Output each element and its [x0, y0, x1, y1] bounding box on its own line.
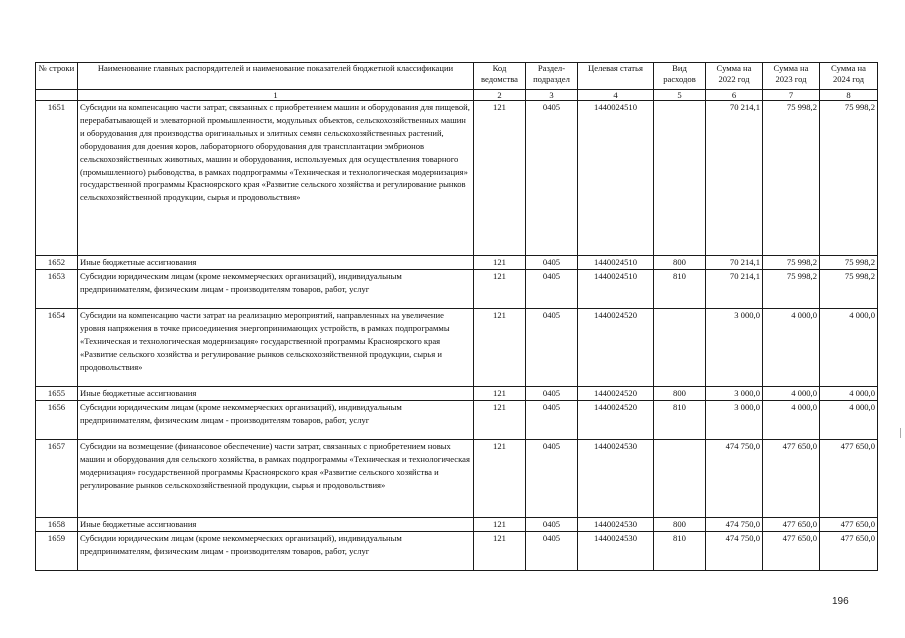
table-row	[36, 401, 878, 440]
row-name-cell: Субсидии на возмещение (финансовое обеспечение) части затрат, связанных с приобретением новых машин и оборудования для сельского хозяйства, в рамках подпрограммы «Техническая и технологическая модернизация» государственной программы Красноярского края «Развитие сельского хозяйства и регулирование рынков сельскохозяйственной продукции, сырья и продовольствия»	[78, 440, 474, 518]
expense-type-cell	[654, 440, 706, 518]
header-cell-expense-type: Вид расходов	[654, 63, 706, 90]
row-number-cell: 1659	[36, 532, 78, 571]
table-row	[36, 256, 878, 270]
target-article-cell: 1440024520	[578, 309, 654, 387]
column-number-cell: 4	[578, 90, 654, 101]
table-row	[36, 309, 878, 387]
header-cell-row-number: № строки	[36, 63, 78, 90]
sum-2023-cell: 4 000,0	[763, 401, 820, 440]
section-cell: 0405	[526, 309, 578, 387]
section-cell: 0405	[526, 532, 578, 571]
sum-2023-cell: 477 650,0	[763, 532, 820, 571]
sum-2022-cell: 474 750,0	[706, 518, 763, 532]
header-cell-sum-2023: Сумма на 2023 год	[763, 63, 820, 90]
target-article-cell: 1440024530	[578, 532, 654, 571]
header-cell-target-article: Целевая статья	[578, 63, 654, 90]
section-cell: 0405	[526, 401, 578, 440]
sum-2022-cell: 474 750,0	[706, 440, 763, 518]
department-code-cell: 121	[474, 532, 526, 571]
header-cell-sum-2022: Сумма на 2022 год	[706, 63, 763, 90]
column-number-cell: 5	[654, 90, 706, 101]
row-name-cell: Субсидии юридическим лицам (кроме некоммерческих организаций), индивидуальным предпринимателям, физическим лицам - производителям товаров, работ, услуг	[78, 401, 474, 440]
column-number-cell	[36, 90, 78, 101]
row-number-cell: 1658	[36, 518, 78, 532]
sum-2022-cell: 70 214,1	[706, 256, 763, 270]
row-name-cell: Иные бюджетные ассигнования	[78, 518, 474, 532]
row-name-cell: Субсидии на компенсацию части затрат, связанных с приобретением машин и оборудования для пищевой, перерабатывающей и элеваторной промышленности, модульных объектов, сельскохозяйственных машин и оборудования для производства оригинальных и элитных семян сельскохозяйственных растений, оборудования для доения коров, лабораторного оборудования для трансплантации эмбрионов сельскохозяйственных животных, машин и оборудования, используемых для осуществления товарного (промышленного) рыбоводства, в рамках подпрограммы «Техническая и технологическая модернизация» государственной программы Красноярского края «Развитие сельского хозяйства и регулирование рынков сельскохозяйственной продукции, сырья и продовольствия»	[78, 101, 474, 256]
row-number-cell: 1656	[36, 401, 78, 440]
expense-type-cell: 810	[654, 532, 706, 571]
page-number: 196	[832, 596, 849, 607]
edge-mark	[900, 428, 901, 438]
sum-2022-cell: 3 000,0	[706, 387, 763, 401]
sum-2023-cell: 75 998,2	[763, 101, 820, 256]
expense-type-cell	[654, 309, 706, 387]
header-cell-name: Наименование главных распорядителей и наименование показателей бюджетной классификации	[78, 63, 474, 90]
sum-2022-cell: 70 214,1	[706, 270, 763, 309]
department-code-cell: 121	[474, 440, 526, 518]
expense-type-cell	[654, 101, 706, 256]
row-name-cell: Субсидии юридическим лицам (кроме некоммерческих организаций), индивидуальным предпринимателям, физическим лицам - производителям товаров, работ, услуг	[78, 270, 474, 309]
table-body	[36, 101, 878, 571]
header-cell-section: Раздел-подраздел	[526, 63, 578, 90]
sum-2022-cell: 70 214,1	[706, 101, 763, 256]
row-name-cell: Иные бюджетные ассигнования	[78, 256, 474, 270]
table-row	[36, 387, 878, 401]
column-number-cell: 2	[474, 90, 526, 101]
target-article-cell: 1440024530	[578, 440, 654, 518]
row-name-cell: Иные бюджетные ассигнования	[78, 387, 474, 401]
target-article-cell: 1440024510	[578, 256, 654, 270]
row-number-cell: 1655	[36, 387, 78, 401]
column-number-cell: 7	[763, 90, 820, 101]
section-cell: 0405	[526, 387, 578, 401]
sum-2023-cell: 477 650,0	[763, 440, 820, 518]
column-number-row	[36, 90, 878, 101]
target-article-cell: 1440024530	[578, 518, 654, 532]
table-row	[36, 101, 878, 256]
department-code-cell: 121	[474, 256, 526, 270]
department-code-cell: 121	[474, 387, 526, 401]
table-row	[36, 440, 878, 518]
sum-2023-cell: 4 000,0	[763, 387, 820, 401]
sum-2022-cell: 3 000,0	[706, 401, 763, 440]
sum-2024-cell: 75 998,2	[820, 101, 878, 256]
row-number-cell: 1652	[36, 256, 78, 270]
expense-type-cell: 810	[654, 401, 706, 440]
sum-2024-cell: 4 000,0	[820, 401, 878, 440]
sum-2023-cell: 75 998,2	[763, 270, 820, 309]
column-number-cell: 1	[78, 90, 474, 101]
target-article-cell: 1440024520	[578, 401, 654, 440]
table-row	[36, 518, 878, 532]
section-cell: 0405	[526, 256, 578, 270]
row-number-cell: 1654	[36, 309, 78, 387]
header-cell-sum-2024: Сумма на 2024 год	[820, 63, 878, 90]
sum-2024-cell: 75 998,2	[820, 256, 878, 270]
sum-2024-cell: 4 000,0	[820, 387, 878, 401]
row-name-cell: Субсидии на компенсацию части затрат на реализацию мероприятий, направленных на увеличение уровня напряжения в точке присоединения энергопринимающих устройств, в рамках подпрограммы «Техническая и технологическая модернизация» государственной программы Красноярского края «Развитие сельского хозяйства и регулирование рынков сельскохозяйственной продукции, сырья и продовольствия»	[78, 309, 474, 387]
department-code-cell: 121	[474, 101, 526, 256]
sum-2024-cell: 477 650,0	[820, 440, 878, 518]
department-code-cell: 121	[474, 401, 526, 440]
sum-2023-cell: 75 998,2	[763, 256, 820, 270]
row-number-cell: 1653	[36, 270, 78, 309]
sum-2022-cell: 474 750,0	[706, 532, 763, 571]
section-cell: 0405	[526, 101, 578, 256]
expense-type-cell: 800	[654, 387, 706, 401]
section-cell: 0405	[526, 518, 578, 532]
section-cell: 0405	[526, 440, 578, 518]
expense-type-cell: 810	[654, 270, 706, 309]
row-number-cell: 1657	[36, 440, 78, 518]
sum-2023-cell: 477 650,0	[763, 518, 820, 532]
sum-2024-cell: 75 998,2	[820, 270, 878, 309]
row-name-cell: Субсидии юридическим лицам (кроме некоммерческих организаций), индивидуальным предпринимателям, физическим лицам - производителям товаров, работ, услуг	[78, 532, 474, 571]
target-article-cell: 1440024520	[578, 387, 654, 401]
expense-type-cell: 800	[654, 518, 706, 532]
sum-2023-cell: 4 000,0	[763, 309, 820, 387]
budget-table	[35, 62, 878, 571]
target-article-cell: 1440024510	[578, 270, 654, 309]
table-row	[36, 532, 878, 571]
expense-type-cell: 800	[654, 256, 706, 270]
department-code-cell: 121	[474, 518, 526, 532]
target-article-cell: 1440024510	[578, 101, 654, 256]
row-number-cell: 1651	[36, 101, 78, 256]
header-cell-department-code: Код ведомства	[474, 63, 526, 90]
budget-table-container	[35, 62, 878, 571]
column-number-cell: 6	[706, 90, 763, 101]
table-row	[36, 270, 878, 309]
department-code-cell: 121	[474, 309, 526, 387]
table-header	[36, 63, 878, 101]
sum-2024-cell: 4 000,0	[820, 309, 878, 387]
column-number-cell: 3	[526, 90, 578, 101]
header-row	[36, 63, 878, 90]
column-number-cell: 8	[820, 90, 878, 101]
sum-2022-cell: 3 000,0	[706, 309, 763, 387]
section-cell: 0405	[526, 270, 578, 309]
sum-2024-cell: 477 650,0	[820, 518, 878, 532]
department-code-cell: 121	[474, 270, 526, 309]
sum-2024-cell: 477 650,0	[820, 532, 878, 571]
